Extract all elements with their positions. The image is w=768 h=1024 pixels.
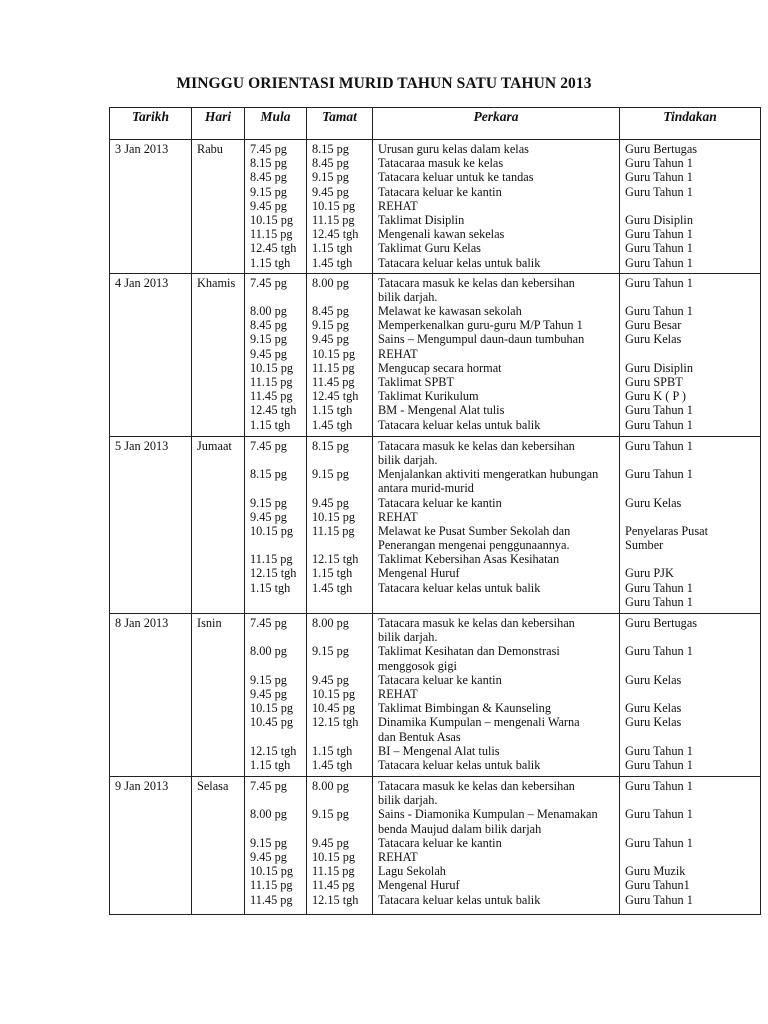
mula-line: 1.15 tgh: [250, 580, 291, 595]
perkara-cell: [373, 273, 620, 436]
tindakan-cell: [620, 273, 761, 436]
tamat-line: [312, 538, 369, 552]
mula-line: 9.15 pg: [250, 672, 287, 687]
tamat-line: 1.45 tgh: [312, 580, 353, 595]
tamat-line: [312, 659, 369, 673]
tamat-line: 11.15 pg: [312, 523, 355, 538]
tamat-line: 8.00 pg: [312, 275, 349, 290]
mula-line: 8.45 pg: [250, 318, 287, 333]
tindakan-line: [625, 199, 757, 213]
tamat-line: 1.45 tgh: [312, 757, 353, 772]
perkara-line: Tatacara keluar kelas untuk balik: [378, 417, 541, 432]
tamat-line: 1.15 tgh: [312, 743, 353, 758]
mula-line: 11.45 pg: [250, 892, 293, 907]
tamat-line: 11.45 pg: [312, 375, 355, 389]
tamat-line: 8.45 pg: [312, 304, 349, 319]
perkara-line: Tatacara masuk ke kelas dan kebersihan: [378, 779, 575, 794]
mula-line: 8.15 pg: [250, 156, 287, 171]
tamat-line: 12.15 tgh: [312, 715, 359, 730]
mula-line: 10.45 pg: [250, 715, 294, 730]
perkara-line: Taklimat Kurikulum: [378, 389, 479, 404]
tindakan-line: Guru Bertugas: [625, 616, 698, 630]
mula-line: 11.15 pg: [250, 375, 293, 389]
date-cell: 8 Jan 2013: [110, 614, 192, 777]
tamat-line: [312, 630, 369, 644]
tindakan-line: Sumber: [625, 538, 664, 553]
tamat-line: 11.15 pg: [312, 212, 355, 227]
tindakan-line: Guru Besar: [625, 318, 682, 333]
mula-line: 12.15 tgh: [250, 743, 297, 758]
tindakan-line: Guru Disiplin: [625, 360, 693, 375]
perkara-line: REHAT: [378, 346, 418, 361]
mula-cell: [245, 614, 307, 777]
tamat-line: 9.45 pg: [312, 835, 349, 850]
mula-line: 11.15 pg: [250, 878, 293, 893]
tamat-line: 9.15 pg: [312, 644, 349, 659]
tamat-line: 9.15 pg: [312, 807, 349, 822]
tamat-line: 12.45 tgh: [312, 227, 359, 242]
tamat-line: 9.15 pg: [312, 467, 349, 482]
mula-line: 7.45 pg: [250, 616, 287, 630]
header-row: [110, 108, 761, 140]
tindakan-line: [625, 630, 757, 644]
header-tamat: Tamat: [307, 108, 373, 140]
mula-line: [250, 822, 303, 836]
perkara-line: Tatacara keluar kelas untuk balik: [378, 580, 541, 595]
tamat-line: 8.15 pg: [312, 438, 349, 453]
tamat-line: 10.15 pg: [312, 346, 356, 361]
tindakan-line: Guru Tahun 1: [625, 779, 693, 794]
tindakan-line: Guru Tahun 1: [625, 644, 693, 659]
perkara-line: antara murid-murid: [378, 481, 474, 496]
perkara-line: Melawat ke Pusat Sumber Sekolah dan: [378, 523, 571, 538]
tamat-line: 10.15 pg: [312, 686, 356, 701]
mula-line: [250, 659, 303, 673]
perkara-line: Tatacara keluar ke kantin: [378, 184, 502, 199]
mula-cell: [245, 273, 307, 436]
perkara-line: BM - Mengenal Alat tulis: [378, 403, 505, 418]
tindakan-line: Penyelaras Pusat: [625, 523, 708, 538]
day-cell: Rabu: [192, 140, 245, 274]
date-cell: 9 Jan 2013: [110, 777, 192, 915]
perkara-line: REHAT: [378, 686, 418, 701]
tamat-line: 8.15 pg: [312, 142, 349, 156]
tamat-line: [312, 822, 369, 836]
tindakan-line: Guru Tahun 1: [625, 241, 693, 256]
mula-line: 9.45 pg: [250, 509, 287, 524]
day-cell: Khamis: [192, 273, 245, 436]
perkara-line: Tatacara keluar ke kantin: [378, 495, 502, 510]
tamat-line: [312, 595, 369, 609]
mula-line: 10.15 pg: [250, 212, 294, 227]
tindakan-line: Guru Tahun 1: [625, 467, 693, 482]
tindakan-line: [625, 481, 757, 495]
perkara-line: Memperkenalkan guru-guru M/P Tahun 1: [378, 318, 583, 333]
perkara-cell: [373, 614, 620, 777]
mula-line: 9.15 pg: [250, 835, 287, 850]
tamat-line: 9.45 pg: [312, 672, 349, 687]
mula-line: 9.15 pg: [250, 184, 287, 199]
mula-line: 7.45 pg: [250, 275, 287, 290]
tindakan-line: Guru Kelas: [625, 495, 682, 510]
tindakan-line: Guru Tahun 1: [625, 170, 693, 185]
mula-cell: [245, 777, 307, 915]
perkara-line: Taklimat SPBT: [378, 375, 454, 389]
perkara-line: Taklimat Disiplin: [378, 212, 465, 227]
date-cell: 4 Jan 2013: [110, 273, 192, 436]
tamat-cell: [307, 777, 373, 915]
perkara-line: Tatacara keluar kelas untuk balik: [378, 255, 541, 270]
perkara-line: Tatacara keluar ke kantin: [378, 835, 502, 850]
perkara-cell: [373, 140, 620, 274]
perkara-line: Sains – Mengumpul daun-daun tumbuhan: [378, 332, 585, 347]
mula-line: 10.15 pg: [250, 360, 294, 375]
perkara-line: Lagu Sekolah: [378, 864, 446, 879]
tamat-cell: [307, 273, 373, 436]
perkara-line: Tatacara keluar kelas untuk balik: [378, 892, 541, 907]
perkara-line: Tatacara keluar ke kantin: [378, 672, 502, 687]
tindakan-line: Guru Tahun 1: [625, 255, 693, 270]
tindakan-line: Guru Muzik: [625, 864, 686, 879]
tamat-line: 1.15 tgh: [312, 241, 353, 256]
tamat-line: 10.15 pg: [312, 850, 356, 864]
tamat-line: 11.15 pg: [312, 360, 355, 375]
perkara-line: Taklimat Kesihatan dan Demonstrasi: [378, 644, 560, 659]
tindakan-line: [625, 730, 757, 744]
tindakan-line: [625, 347, 757, 361]
tamat-line: 1.15 tgh: [312, 566, 353, 581]
perkara-line: bilik darjah.: [378, 793, 438, 808]
schedule-table: [109, 107, 761, 915]
tindakan-line: Guru Kelas: [625, 672, 682, 687]
tindakan-line: Guru Tahun 1: [625, 403, 693, 418]
tamat-line: [312, 290, 369, 304]
mula-line: 8.00 pg: [250, 304, 287, 319]
date-cell: 5 Jan 2013: [110, 436, 192, 613]
tindakan-line: [625, 552, 757, 566]
perkara-line: dan Bentuk Asas: [378, 729, 461, 744]
tindakan-line: Guru Tahun 1: [625, 304, 693, 319]
mula-line: 10.15 pg: [250, 523, 294, 538]
perkara-line: Sains - Diamonika Kumpulan – Menamakan: [378, 807, 598, 822]
perkara-line: bilik darjah.: [378, 452, 438, 467]
mula-line: 11.45 pg: [250, 389, 293, 404]
mula-line: 1.15 tgh: [250, 417, 291, 432]
mula-line: 9.45 pg: [250, 686, 287, 701]
perkara-line: REHAT: [378, 198, 418, 213]
tindakan-line: Guru Tahun 1: [625, 227, 693, 242]
tamat-line: 9.45 pg: [312, 495, 349, 510]
mula-cell: [245, 140, 307, 274]
mula-line: 11.15 pg: [250, 227, 293, 242]
tindakan-line: Guru Tahun 1: [625, 438, 693, 453]
tamat-line: 1.15 tgh: [312, 403, 353, 418]
page-title: MINGGU ORIENTASI MURID TAHUN SATU TAHUN 2013: [176, 75, 592, 92]
header-mula: Mula: [245, 108, 307, 140]
tindakan-line: Guru Tahun 1: [625, 835, 693, 850]
perkara-line: Tatacara masuk ke kelas dan kebersihan: [378, 616, 575, 630]
mula-line: 7.45 pg: [250, 438, 287, 453]
tindakan-line: [625, 510, 757, 524]
perkara-line: Urusan guru kelas dalam kelas: [378, 142, 529, 156]
tindakan-line: [625, 822, 757, 836]
table-row: [110, 614, 761, 777]
tindakan-line: Guru Kelas: [625, 701, 682, 716]
tindakan-line: Guru Tahun 1: [625, 580, 693, 595]
day-cell: Jumaat: [192, 436, 245, 613]
tamat-line: 12.15 tgh: [312, 552, 359, 567]
schedule-body: [110, 140, 761, 915]
mula-line: [250, 538, 303, 552]
tamat-line: 1.45 tgh: [312, 255, 353, 270]
tindakan-line: Guru Kelas: [625, 332, 682, 347]
tindakan-cell: [620, 140, 761, 274]
tindakan-cell: [620, 777, 761, 915]
perkara-line: benda Maujud dalam bilik darjah: [378, 821, 542, 836]
header-hari: Hari: [192, 108, 245, 140]
mula-line: [250, 290, 303, 304]
tindakan-line: Guru Bertugas: [625, 142, 698, 156]
tindakan-line: [625, 453, 757, 467]
table-row: [110, 436, 761, 613]
perkara-line: REHAT: [378, 509, 418, 524]
perkara-line: Dinamika Kumpulan – mengenali Warna: [378, 715, 580, 730]
tindakan-line: [625, 659, 757, 673]
tamat-line: 9.15 pg: [312, 170, 349, 185]
tamat-line: 11.15 pg: [312, 864, 355, 879]
day-cell: Isnin: [192, 614, 245, 777]
tindakan-line: Guru K ( P ): [625, 389, 687, 404]
perkara-line: Tatacara keluar untuk ke tandas: [378, 170, 534, 185]
tamat-cell: [307, 614, 373, 777]
tindakan-line: Guru Disiplin: [625, 212, 693, 227]
tindakan-line: Guru PJK: [625, 566, 674, 581]
table-row: [110, 777, 761, 915]
tindakan-line: [625, 793, 757, 807]
mula-line: 1.15 tgh: [250, 757, 291, 772]
table-row: [110, 140, 761, 274]
table-row: [110, 273, 761, 436]
tindakan-cell: [620, 614, 761, 777]
perkara-line: Tatacara masuk ke kelas dan kebersihan: [378, 275, 575, 290]
mula-line: [250, 453, 303, 467]
perkara-line: Menjalankan aktiviti mengeratkan hubungan: [378, 467, 599, 482]
perkara-line: Mengenali kawan sekelas: [378, 227, 505, 242]
tamat-line: [312, 481, 369, 495]
tamat-line: 8.00 pg: [312, 616, 349, 630]
mula-line: 9.15 pg: [250, 495, 287, 510]
tamat-cell: [307, 436, 373, 613]
tindakan-line: [625, 290, 757, 304]
tindakan-line: Guru Tahun 1: [625, 594, 693, 609]
perkara-line: bilik darjah.: [378, 289, 438, 304]
tamat-cell: [307, 140, 373, 274]
mula-line: 8.15 pg: [250, 467, 287, 482]
tamat-line: 9.45 pg: [312, 184, 349, 199]
tamat-line: 1.45 tgh: [312, 417, 353, 432]
tindakan-line: [625, 687, 757, 701]
perkara-line: Taklimat Guru Kelas: [378, 241, 481, 256]
tindakan-line: Guru Tahun 1: [625, 184, 693, 199]
tindakan-line: Guru Tahun 1: [625, 417, 693, 432]
perkara-cell: [373, 777, 620, 915]
tindakan-line: Guru Tahun 1: [625, 757, 693, 772]
tamat-line: 12.45 tgh: [312, 389, 359, 404]
perkara-line: Tatacaraa masuk ke kelas: [378, 156, 504, 171]
header-tindakan: Tindakan: [620, 108, 761, 140]
mula-line: [250, 630, 303, 644]
perkara-line: Taklimat Kebersihan Asas Kesihatan: [378, 552, 560, 567]
mula-line: 7.45 pg: [250, 142, 287, 156]
perkara-line: Mengucap secara hormat: [378, 360, 502, 375]
tindakan-line: Guru Tahun1: [625, 878, 690, 893]
mula-line: 8.00 pg: [250, 807, 287, 822]
mula-line: 11.15 pg: [250, 552, 293, 567]
day-cell: Selasa: [192, 777, 245, 915]
tamat-line: 10.15 pg: [312, 509, 356, 524]
tamat-line: 11.45 pg: [312, 878, 355, 893]
tindakan-line: Guru Tahun 1: [625, 892, 693, 907]
tamat-line: [312, 793, 369, 807]
perkara-line: REHAT: [378, 850, 418, 864]
mula-line: [250, 595, 303, 609]
tamat-line: 10.45 pg: [312, 701, 356, 716]
perkara-line: Mengenal Huruf: [378, 566, 460, 581]
perkara-line: Tatacara keluar kelas untuk balik: [378, 757, 541, 772]
mula-line: 12.45 tgh: [250, 403, 297, 418]
tindakan-line: Guru SPBT: [625, 375, 683, 389]
tamat-line: 9.15 pg: [312, 318, 349, 333]
mula-line: 9.45 pg: [250, 198, 287, 213]
mula-line: 7.45 pg: [250, 779, 287, 794]
tamat-line: 12.15 tgh: [312, 892, 359, 907]
mula-line: [250, 481, 303, 495]
mula-cell: [245, 436, 307, 613]
mula-line: 9.45 pg: [250, 850, 287, 864]
header-tarikh: Tarikh: [110, 108, 192, 140]
mula-line: 9.15 pg: [250, 332, 287, 347]
tamat-line: 8.45 pg: [312, 156, 349, 171]
perkara-line: Tatacara masuk ke kelas dan kebersihan: [378, 438, 575, 453]
tindakan-line: Guru Kelas: [625, 715, 682, 730]
perkara-line: Melawat ke kawasan sekolah: [378, 304, 522, 319]
mula-line: [250, 793, 303, 807]
tindakan-line: Guru Tahun 1: [625, 275, 693, 290]
perkara-line: BI – Mengenal Alat tulis: [378, 743, 500, 758]
mula-line: 1.15 tgh: [250, 255, 291, 270]
perkara-line: [378, 595, 616, 609]
tamat-line: 9.45 pg: [312, 332, 349, 347]
tindakan-line: [625, 850, 757, 864]
mula-line: 12.45 tgh: [250, 241, 297, 256]
perkara-line: Penerangan mengenai penggunaannya.: [378, 538, 570, 553]
mula-line: 10.15 pg: [250, 701, 294, 716]
mula-line: 8.00 pg: [250, 644, 287, 659]
date-cell: 3 Jan 2013: [110, 140, 192, 274]
tamat-line: 8.00 pg: [312, 779, 349, 794]
tindakan-line: Guru Tahun 1: [625, 807, 693, 822]
perkara-cell: [373, 436, 620, 613]
header-perkara: Perkara: [373, 108, 620, 140]
tindakan-line: Guru Tahun 1: [625, 156, 693, 171]
mula-line: 12.15 tgh: [250, 566, 297, 581]
mula-line: 8.45 pg: [250, 170, 287, 185]
mula-line: [250, 730, 303, 744]
tindakan-line: Guru Tahun 1: [625, 743, 693, 758]
mula-line: 9.45 pg: [250, 346, 287, 361]
tamat-line: [312, 453, 369, 467]
tindakan-cell: [620, 436, 761, 613]
tamat-line: 10.15 pg: [312, 198, 356, 213]
perkara-line: menggosok gigi: [378, 658, 457, 673]
perkara-line: Taklimat Bimbingan & Kaunseling: [378, 701, 551, 716]
tamat-line: [312, 730, 369, 744]
mula-line: 10.15 pg: [250, 864, 294, 879]
perkara-line: bilik darjah.: [378, 630, 438, 645]
perkara-line: Mengenal Huruf: [378, 878, 460, 893]
